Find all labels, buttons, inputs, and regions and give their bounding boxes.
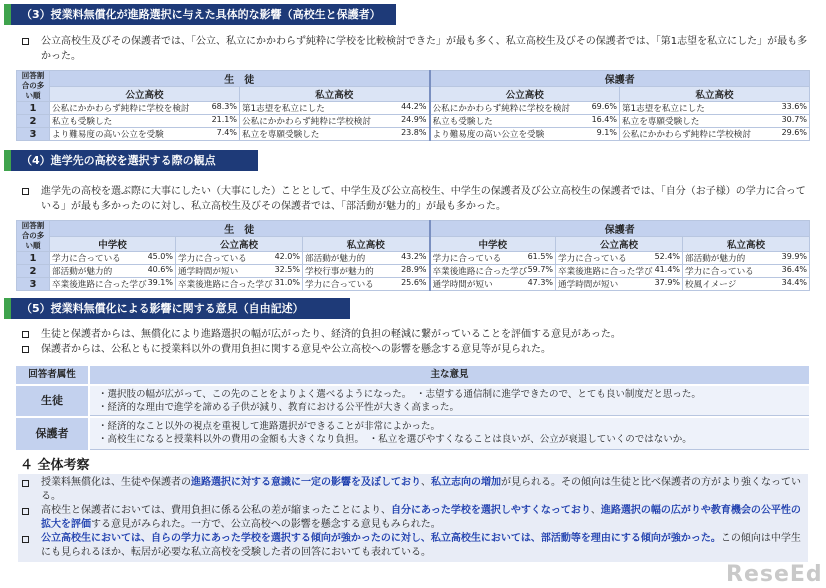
cell-label: 部活動が魅力的 <box>52 267 113 277</box>
table-cell <box>176 252 303 265</box>
section-5-title: （5）授業料無償化による影響に関する意見（自由記述） <box>21 302 304 315</box>
cell-label: 学力に合っている <box>178 254 247 264</box>
section-3-header <box>4 4 396 25</box>
cell-percent: 16.4% <box>591 115 617 124</box>
column-header: 私立高校 <box>620 87 810 102</box>
cell-percent: 7.4% <box>216 128 237 137</box>
cell-label: 通学時間が短い <box>558 280 619 290</box>
section-4-bullet <box>22 184 812 214</box>
cell-percent: 31.0% <box>274 278 300 287</box>
square-bullet-icon <box>22 480 29 487</box>
opinion-main-header: 主な意見 <box>90 366 809 384</box>
cell-percent: 21.1% <box>211 115 237 124</box>
summary-item <box>22 532 804 560</box>
summary-segment: 、 <box>421 477 431 488</box>
table-cell <box>430 128 620 141</box>
column-header: 中学校 <box>430 237 556 252</box>
table-cell <box>303 252 430 265</box>
cell-label: 私立を専願受験した <box>242 130 320 140</box>
summary-segment: 授業料無償化は、生徒や保護者の <box>41 477 191 488</box>
table-cell <box>50 252 176 265</box>
table-cell <box>430 265 556 278</box>
section-4-title: （4）進学先の高校を選択する際の観点 <box>21 154 216 167</box>
table-cell <box>50 115 240 128</box>
table-cell <box>556 278 683 291</box>
summary-segment: 高校生と保護者においては、費用負担に係る公私の差が縮まったことにより、 <box>41 505 391 516</box>
cell-percent: 24.9% <box>401 115 427 124</box>
cell-label: 卒業後進路に合った学び <box>178 280 273 290</box>
table-cell <box>50 278 176 291</box>
table-cell <box>50 102 240 115</box>
rank-cell: 1 <box>17 252 50 265</box>
section-4-header <box>4 150 258 171</box>
cell-label: 公私にかかわらず純粋に学校検討 <box>242 117 371 127</box>
rese-ed-logo: ReseEd <box>726 562 823 587</box>
summary-highlight: 進路選択の幅の広がりや教育機会の公平性の拡大を評価 <box>41 505 801 530</box>
cell-label: 部活動が魅力的 <box>685 254 746 264</box>
cell-percent: 23.8% <box>401 128 427 137</box>
section-4-bullet-text: 進学先の高校を選ぶ際に大事にしたい（大事にした）こととして、中学生及び公立高校生、中学生の保護者及び公立高校生の保護者では、「自分（お子様）の学力に合っている」が最も多かったのに対し、私立高校生及びその保護者では、「部活動が魅力的」が最も多かった。 <box>41 186 806 212</box>
summary-segment: この傾向は中学生にも見られるほか、転居が必要な私立高校を受験した者の回答においても表れている。 <box>41 533 801 558</box>
square-bullet-icon <box>22 508 29 515</box>
column-header: 公立高校 <box>50 87 240 102</box>
cell-label: 通学時間が短い <box>178 267 239 277</box>
cell-percent: 9.1% <box>596 128 617 137</box>
opinion-line: ・経済的なこと以外の視点を重視して進路選択ができることが非常によかった。 <box>98 421 441 432</box>
section-5-bullet-2 <box>22 342 812 357</box>
cell-percent: 39.9% <box>781 252 808 261</box>
cell-label: 私立を専願受験した <box>622 117 700 127</box>
cell-label: 公私にかかわらず純粋に学校を検討 <box>432 104 571 114</box>
opinion-body-parent <box>90 418 809 450</box>
table-cell <box>620 115 810 128</box>
table-cell <box>50 265 176 278</box>
table-row <box>17 128 810 141</box>
table-row <box>17 102 810 115</box>
cell-label: 学校行事が魅力的 <box>305 267 374 277</box>
column-header: 私立高校 <box>683 237 810 252</box>
cell-label: 第1志望を私立にした <box>622 104 705 114</box>
table-cell <box>176 265 303 278</box>
cell-label: 私立も受験した <box>432 117 493 127</box>
cell-label: 通学時間が短い <box>432 280 493 290</box>
summary-segment: が見られる。その傾向は生徒と比べ保護者の方がより強くなっている。 <box>41 477 801 502</box>
summary-highlight: 自分にあった学校を選択しやすくなっており <box>391 505 591 516</box>
square-bullet-icon <box>22 536 29 543</box>
column-header: 私立高校 <box>240 87 430 102</box>
column-header: 私立高校 <box>303 237 430 252</box>
cell-label: 学力に合っている <box>305 280 374 290</box>
column-header: 公立高校 <box>556 237 683 252</box>
table-cell <box>430 102 620 115</box>
cell-label: 公私にかかわらず純粋に学校検討 <box>622 130 751 140</box>
cell-label: 卒業後進路に合った学び <box>52 280 147 290</box>
square-bullet-icon <box>22 346 29 353</box>
cell-label: 卒業後進路に合った学び <box>432 267 528 277</box>
cell-label: 卒業後進路に合った学び <box>558 267 653 277</box>
cell-percent: 25.6% <box>401 278 427 287</box>
overall-summary-box <box>18 474 808 562</box>
cell-percent: 52.4% <box>654 252 681 261</box>
summary-highlight: 進路選択に対する意識に一定の影響を及ぼしており <box>191 477 421 488</box>
rank-cell: 3 <box>17 278 50 291</box>
cell-percent: 43.2% <box>401 252 427 261</box>
opinion-line: ・経済的な理由で進学を諦める子供が減り、教育における公平性が大きく高まった。 <box>98 402 460 413</box>
section-4-table <box>16 220 810 291</box>
section-3-bullet-text: 公立高校生及びその保護者では、「公立、私立にかかわらず純粋に学校を比較検討できた」が最も多く、私立高校生及びその保護者では、「第1志望を私立にした」が最も多かった。 <box>41 36 808 62</box>
cell-percent: 68.3% <box>211 102 237 111</box>
opinion-line: ・選択肢の幅が広がって、この先のことをよりよく選べるようになった。 ・志望する通信制に進学できたので、とても良い制度だと思った。 <box>98 389 701 400</box>
table-cell <box>240 102 430 115</box>
rank-cell: 2 <box>17 265 50 278</box>
table-cell <box>50 128 240 141</box>
cell-percent: 30.7% <box>781 115 807 124</box>
summary-text <box>41 504 804 532</box>
table-cell <box>303 278 430 291</box>
column-header: 公立高校 <box>176 237 303 252</box>
table-cell <box>683 265 810 278</box>
group-parent-header: 保護者 <box>430 71 810 87</box>
cell-percent: 44.2% <box>401 102 427 111</box>
cell-percent: 47.3% <box>527 278 554 287</box>
section-3-table <box>16 70 810 141</box>
opinion-attr-parent: 保護者 <box>16 418 88 450</box>
cell-label: 公私にかかわらず純粋に学校を検討 <box>52 104 190 114</box>
cell-percent: 59.7% <box>527 265 554 274</box>
cell-label: より難易度の高い公立を受験 <box>432 130 545 140</box>
cell-label: 部活動が魅力的 <box>305 254 366 264</box>
cell-label: 学力に合っている <box>685 267 754 277</box>
cell-percent: 33.6% <box>781 102 807 111</box>
summary-text <box>41 532 804 560</box>
square-bullet-icon <box>22 188 29 195</box>
cell-percent: 28.9% <box>401 265 427 274</box>
table-cell <box>303 265 430 278</box>
section-5-header <box>4 298 350 319</box>
section-3-bullet <box>22 34 812 64</box>
rank-cell: 2 <box>17 115 50 128</box>
rank-cell: 3 <box>17 128 50 141</box>
cell-label: 私立も受験した <box>52 117 113 127</box>
cell-percent: 41.4% <box>654 265 681 274</box>
section-5-bullet-text: 生徒と保護者からは、無償化により進路選択の幅が広がったり、経済的負担の軽減に繋がっていることを評価する意見があった。 <box>41 329 621 340</box>
rank-corner-label: 回答割合の多い順 <box>17 221 50 252</box>
cell-label: 第1志望を私立にした <box>242 104 325 114</box>
cell-percent: 36.4% <box>781 265 808 274</box>
cell-label: 学力に合っている <box>52 254 121 264</box>
cell-label: より難易度の高い公立を受験 <box>52 130 164 140</box>
rank-cell: 1 <box>17 102 50 115</box>
cell-percent: 32.5% <box>274 265 300 274</box>
cell-percent: 37.9% <box>654 278 681 287</box>
square-bullet-icon <box>22 38 29 45</box>
table-cell <box>620 102 810 115</box>
square-bullet-icon <box>22 331 29 338</box>
cell-percent: 40.6% <box>147 265 173 274</box>
summary-segment: 、 <box>590 505 601 516</box>
rank-corner-label: 回答割合の多い順 <box>17 71 50 102</box>
table-cell <box>430 278 556 291</box>
summary-item <box>22 504 804 532</box>
table-cell <box>683 252 810 265</box>
table-row <box>17 252 810 265</box>
cell-percent: 34.4% <box>781 278 808 287</box>
opinion-attr-student: 生徒 <box>16 386 88 416</box>
group-student-header: 生 徒 <box>50 221 430 237</box>
column-header: 中学校 <box>50 237 176 252</box>
table-cell <box>620 128 810 141</box>
summary-segment: する意見がみられた。一方で、公立高校への影響を懸念する意見もみられた。 <box>91 519 441 530</box>
column-header: 公立高校 <box>430 87 620 102</box>
cell-percent: 45.0% <box>147 252 173 261</box>
table-row <box>17 265 810 278</box>
table-cell <box>683 278 810 291</box>
opinion-line: ・高校生になると授業料以外の費用の金額も大きくなり負担。 ・私立を選びやすくなることは良いが、公立が衰退していくのではないか。 <box>98 434 692 445</box>
cell-label: 学力に合っている <box>432 254 502 264</box>
cell-percent: 69.6% <box>591 102 617 111</box>
cell-label: 学力に合っている <box>558 254 627 264</box>
summary-highlight: 公立高校生においては、自らの学力にあった学校を選択する傾向が強かったのに対し、私立高校生においては、部活動等を理由にする傾向が強かった。 <box>41 533 721 544</box>
summary-text <box>41 476 804 504</box>
summary-item <box>22 476 804 504</box>
table-cell <box>240 115 430 128</box>
opinion-attr-header: 回答者属性 <box>16 366 88 384</box>
section-5-bullet-1 <box>22 327 812 342</box>
cell-percent: 29.6% <box>781 128 807 137</box>
cell-percent: 61.5% <box>527 252 554 261</box>
table-row <box>17 278 810 291</box>
section-3-table-body <box>17 102 810 141</box>
cell-percent: 39.1% <box>147 278 173 287</box>
cell-label: 校風イメージ <box>685 280 737 290</box>
section-4-table-body <box>17 252 810 291</box>
overall-summary-list <box>22 476 804 560</box>
table-cell <box>430 115 620 128</box>
table-cell <box>176 278 303 291</box>
table-cell <box>556 252 683 265</box>
summary-highlight: 私立志向の増加 <box>431 477 501 488</box>
cell-percent: 42.0% <box>274 252 300 261</box>
table-cell <box>556 265 683 278</box>
table-row <box>17 115 810 128</box>
group-student-header: 生 徒 <box>50 71 430 87</box>
overall-title: ４ 全体考察 <box>20 458 90 473</box>
opinion-body-student <box>90 386 809 416</box>
section-5-bullet-text: 保護者からは、公私ともに授業料以外の費用負担に関する意見や公立高校への影響を懸念する意見等が見られた。 <box>41 344 551 355</box>
table-cell <box>240 128 430 141</box>
table-cell <box>430 252 556 265</box>
group-parent-header: 保護者 <box>430 221 810 237</box>
section-3-title: （3）授業料無償化が進路選択に与えた具体的な影響（高校生と保護者） <box>21 8 381 21</box>
